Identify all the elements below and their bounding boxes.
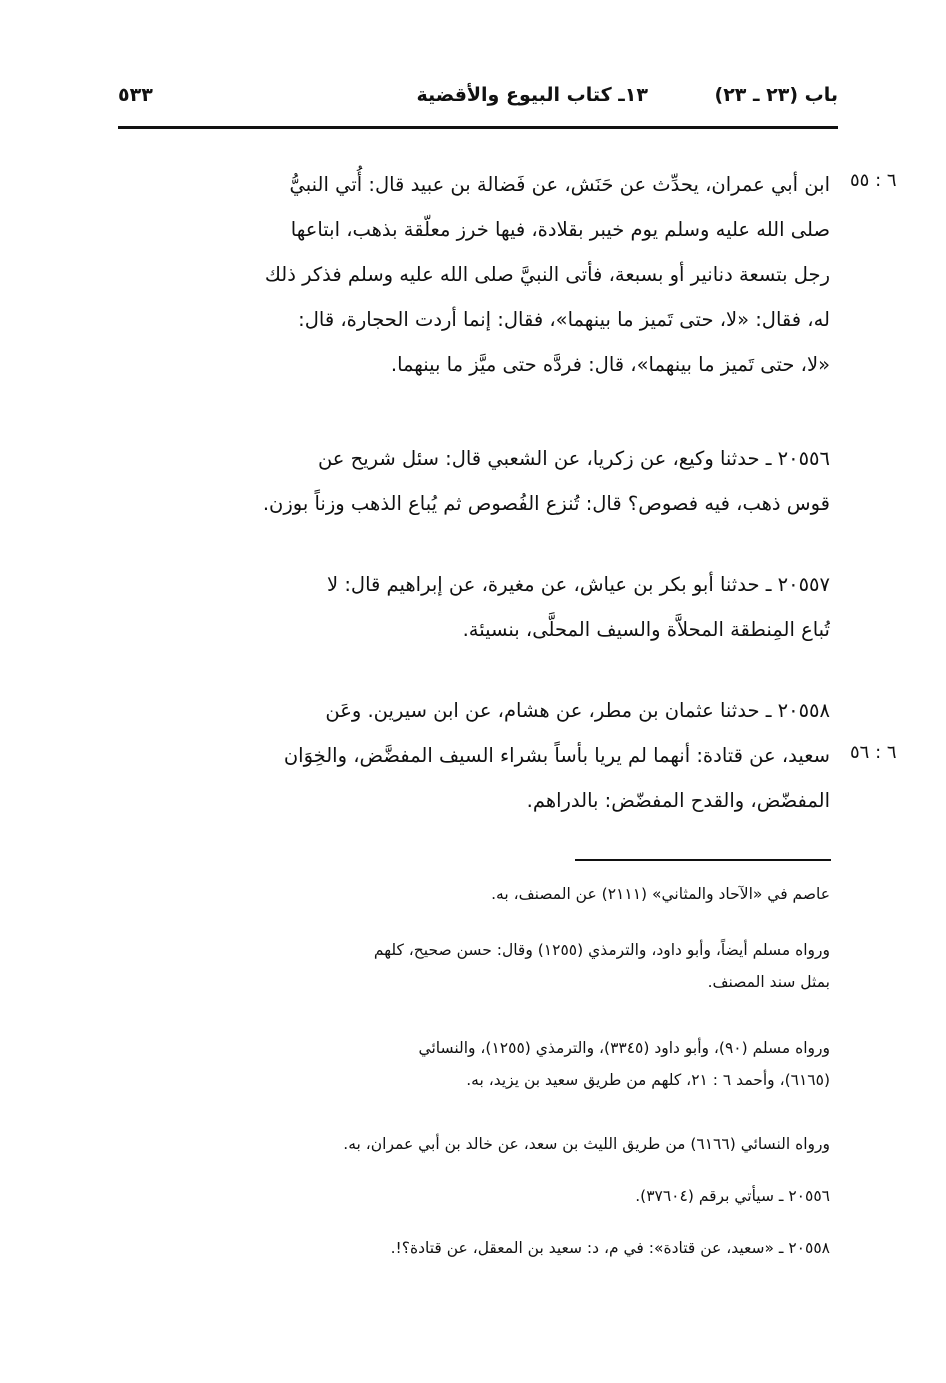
text-line: ٢٠٥٥٦ ـ حدثنا وكيع، عن زكريا، عن الشعبي قال: سئل شريح عن xyxy=(317,447,830,470)
text-line: «لا، حتى تَميز ما بينهما»، قال: فردَّه حتى ميَّز ما بينهما. xyxy=(390,353,830,376)
text-line: له، فقال: «لا، حتى تَميز ما بينهما»، فقال: إنما أردت الحجارة، قال: xyxy=(298,308,830,331)
hadith-paragraph xyxy=(118,562,830,652)
text-line: ٢٠٥٥٧ ـ حدثنا أبو بكر بن عياش، عن مغيرة، عن إبراهيم قال: لا xyxy=(327,573,830,596)
footnote xyxy=(118,1128,830,1160)
footnote-line: ٢٠٥٥٦ ـ سيأتي برقم (٣٧٦٠٤). xyxy=(635,1187,830,1205)
hadith-paragraph xyxy=(118,162,830,387)
text-line: المفضّض، والقدح المفضّض: بالدراهم. xyxy=(526,789,830,812)
text-line: تُباع المِنطقة المحلاَّة والسيف المحلَّى، بنسيئة. xyxy=(462,618,830,641)
footnote-line: بمثل سند المصنف. xyxy=(707,973,830,991)
header-rule xyxy=(118,126,838,129)
footnote xyxy=(118,878,830,910)
page-number: ٥٣٣ xyxy=(118,84,153,106)
footnote-line: عاصم في «الآحاد والمثاني» (٢١١١) عن المصنف، به. xyxy=(491,885,830,903)
footnote xyxy=(118,1180,830,1212)
footnote-line: ورواه مسلم (٩٠)، وأبو داود (٣٣٤٥)، والترمذي (١٢٥٥)، والنسائي xyxy=(418,1039,830,1057)
footnote-line: ٢٠٥٥٨ ـ «سعيد، عن قتادة»: في م، د: سعيد بن المعقل، عن قتادة؟!. xyxy=(390,1239,830,1257)
hadith-paragraph xyxy=(118,436,830,526)
margin-ref: ٦ : ٥٥ xyxy=(850,170,897,191)
footnote-line: ورواه مسلم أيضاً، وأبو داود، والترمذي (١٢٥٥) وقال: حسن صحيح، كلهم xyxy=(373,941,830,959)
text-line: ابن أبي عمران، يحدِّث عن حَنَش، عن فَضالة بن عبيد قال: أُتي النبيُّ xyxy=(289,173,830,196)
book-title: ١٣ـ كتاب البيوع والأقضية xyxy=(416,84,648,106)
footnote xyxy=(118,934,830,998)
text-line: رجل بتسعة دنانير أو بسبعة، فأتى النبيَّ صلى الله عليه وسلم فذكر ذلك xyxy=(264,263,830,286)
text-line: سعيد، عن قتادة: أنهما لم يريا بأساً بشراء السيف المفضَّض، والخِوَان xyxy=(283,744,830,767)
margin-ref: ٦ : ٥٦ xyxy=(850,742,897,763)
text-line: قوس ذهب، فيه فصوص؟ قال: تُنزع الفُصوص ثم يُباع الذهب وزناً بوزن. xyxy=(262,492,830,515)
text-line: ٢٠٥٥٨ ـ حدثنا عثمان بن مطر، عن هشام، عن ابن سيرين. وعَن xyxy=(325,699,830,722)
footnote xyxy=(118,1032,830,1096)
footnote xyxy=(118,1232,830,1264)
running-header xyxy=(118,84,838,124)
hadith-paragraph xyxy=(118,688,830,823)
footnote-rule xyxy=(575,859,831,861)
text-line: صلى الله عليه وسلم يوم خيبر بقلادة، فيها خرز معلّقة بذهب، ابتاعها xyxy=(290,218,830,241)
chapter-heading: باب (٢٣ ـ ٢٣) xyxy=(714,84,838,106)
footnote-line: (٦١٦٥)، وأحمد ٦ : ٢١، كلهم من طريق سعيد بن يزيد، به. xyxy=(466,1071,830,1089)
footnote-line: ورواه النسائي (٦١٦٦) من طريق الليث بن سعد، عن خالد بن أبي عمران، به. xyxy=(343,1135,830,1153)
